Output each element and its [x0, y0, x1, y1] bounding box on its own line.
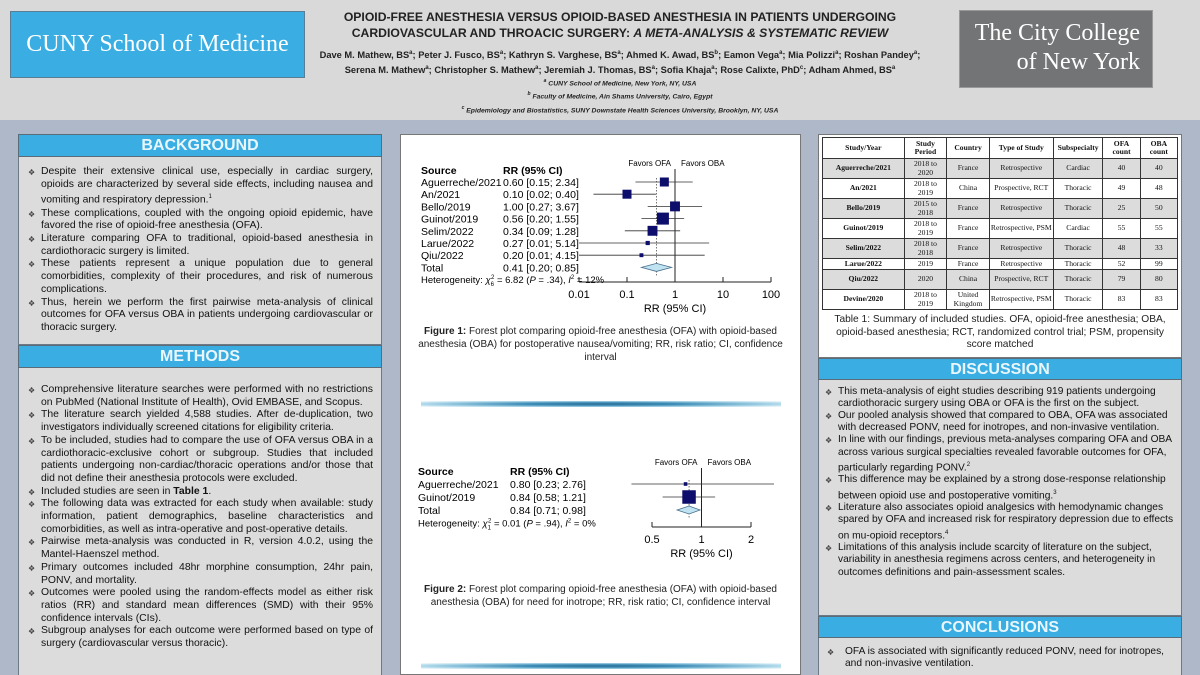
logo-text: CUNY School of Medicine	[26, 31, 289, 57]
author: Roshan Pandey	[844, 50, 914, 61]
author-affiliation-mark: a	[913, 50, 918, 56]
section-divider	[421, 401, 781, 407]
methods-heading: METHODS	[18, 345, 382, 368]
discussion-item-text: This meta-analysis of eight studies describing 919 patients undergoing cardiothoracic surgery using OBA or OFA is the first on the subject.	[838, 385, 1156, 409]
pooled-diamond	[677, 506, 700, 514]
table-1-reference[interactable]: Table 1	[173, 485, 209, 497]
methods-item-text: The following data was extracted for each study when available: study information, patient demographics, baseline characteristics and comorbidities, as well as intra-operative and post-operative details.	[41, 498, 373, 535]
x-tick-label: 10	[716, 289, 730, 301]
table-cell: Qiu/2022	[823, 270, 905, 290]
affiliation-list	[318, 76, 922, 116]
methods-item-text: Primary outcomes included 48hr morphine consumption, 24hr pain, PONV, and mortality.	[41, 561, 373, 586]
table-cell: China	[947, 270, 990, 290]
methods-item-end: .	[208, 485, 212, 497]
discussion-item-text: Our pooled analysis showed that compared to OBA, OFA was associated with decreased PONV, need for inotropes, and non-invasive ventilation.	[838, 409, 1168, 434]
background-item-text: Despite their extensive clinical use, especially in cardiac surgery, opioids are characterized by several side effects, including nausea and vomiting and respiratory depression.	[41, 166, 373, 206]
table-header-cell: Study Period	[904, 138, 947, 159]
study-rr-ci: 1.00 [0.27; 3.67]	[503, 201, 579, 214]
background-item-text: Literature comparing OFA to traditional, opioid-based anesthesia in cardiothoracic surgery is limited.	[41, 232, 373, 257]
affiliation-mark: a	[543, 78, 547, 85]
author-affiliation-mark: a	[711, 64, 715, 71]
methods-item	[28, 536, 373, 561]
study-label: An/2021	[421, 189, 461, 202]
background-item	[28, 233, 373, 258]
discussion-item	[825, 502, 1175, 542]
study-marker	[682, 490, 696, 504]
reference-mark: 2	[966, 461, 971, 468]
table-cell: China	[947, 179, 990, 199]
favors-ofa-label: Favors OFA	[628, 159, 671, 168]
table-cell: 99	[1140, 259, 1177, 270]
author: Rose Calixte, PhD	[720, 64, 800, 75]
table-cell: 25	[1103, 199, 1140, 219]
conclusions-list	[827, 646, 1175, 670]
right-column	[818, 134, 1182, 675]
table-header-cell: Country	[947, 138, 990, 159]
heterogeneity-stat: Heterogeneity: $\chi_12 = 0.01$ (P = .94), $I^2 = 0\%$	[418, 518, 596, 532]
table-cell: Thoracic	[1053, 239, 1103, 259]
table-cell: 2015 to 2018	[904, 199, 947, 219]
table-1-caption-text: Summary of included studies. OFA, opioid-free anesthesia; OBA, opioid-based anesthesia; RCT, randomized control trial; PSM, propensity score matched	[836, 314, 1166, 350]
methods-item-text: The literature search yielded 4,588 studies. After de-duplication, two investigators individually screened citations for eligibility criteria.	[41, 409, 373, 434]
methods-item	[28, 435, 373, 486]
reference-mark: 3	[1053, 489, 1057, 496]
table-header-cell: OBA count	[1140, 138, 1177, 159]
col-header-rr: RR (95% CI)	[503, 164, 563, 177]
study-rr-ci: 0.27 [0.01; 5.14]	[503, 238, 579, 250]
table-row	[823, 179, 1178, 199]
reference-mark: 4	[945, 529, 949, 536]
title-line-2-plain: CARDIOVASCULAR AND THROACIC SURGERY:	[351, 25, 634, 40]
author-affiliation-mark: a	[779, 50, 783, 56]
table-cell: 48	[1103, 239, 1140, 259]
discussion-item	[825, 410, 1175, 434]
table-cell: Retrospective	[989, 199, 1053, 219]
x-tick-label: 0.01	[568, 289, 590, 301]
discussion-item	[825, 386, 1175, 410]
table-cell: Retrospective	[989, 239, 1053, 259]
table-1-caption	[822, 310, 1178, 354]
study-label: Guinot/2019	[418, 492, 476, 504]
table-cell: Selim/2022	[823, 239, 905, 259]
methods-item-text: Comprehensive literature searches were performed with no restrictions on PubMed (National Institute of Health), Ovid EMBASE, and Scopus.	[41, 384, 373, 408]
discussion-section	[818, 380, 1182, 616]
author: Ahmed K. Awad, BS	[626, 50, 715, 61]
author: Adham Ahmed, BS	[808, 64, 892, 75]
author-affiliation-mark: a	[891, 64, 896, 71]
table-row	[823, 290, 1178, 310]
table-cell: 2018 to 2019	[904, 219, 947, 239]
table-cell: Prospective, RCT	[989, 270, 1053, 290]
table-1-panel	[818, 134, 1182, 358]
table-1-label: Table 1:	[834, 314, 871, 325]
col-header-rr: RR (95% CI)	[510, 466, 570, 478]
author-affiliation-mark: b	[714, 50, 719, 56]
col-header-source: Source	[421, 164, 457, 177]
table-cell: United Kingdom	[947, 290, 990, 310]
study-rr-ci: 0.10 [0.02; 0.40]	[503, 189, 579, 202]
methods-item-text: Subgroup analyses for each outcome were performed based on type of surgery (cardiovascular versus thoracic).	[41, 625, 373, 650]
affiliation-text: Faculty of Medicine, Ain Shams University, Cairo, Egypt	[532, 93, 713, 101]
author-affiliation-mark: a	[499, 50, 504, 56]
affiliation	[318, 76, 922, 89]
pooled-diamond	[641, 263, 671, 271]
author: Peter J. Fusco, BS	[418, 50, 500, 61]
background-item	[28, 208, 373, 233]
figure-1-label: Figure 1:	[424, 326, 467, 337]
author: Kathryn S. Varghese, BS	[508, 50, 618, 61]
study-rr-ci: 0.80 [0.23; 2.76]	[510, 479, 586, 491]
study-label: Bello/2019	[421, 201, 471, 214]
background-item	[28, 297, 373, 335]
table-cell: France	[947, 239, 990, 259]
author-affiliation-mark: a	[651, 64, 655, 71]
x-tick-label: 1	[671, 289, 679, 301]
table-cell: France	[947, 199, 990, 219]
affiliation-text: CUNY School of Medicine, New York, NY, USA	[548, 80, 697, 88]
table-cell: Cardiac	[1053, 219, 1103, 239]
section-divider-bottom	[421, 663, 781, 669]
title-block	[318, 10, 922, 116]
author: Dave M. Mathew, BS	[319, 50, 410, 61]
study-label: Total	[421, 262, 444, 275]
forest-plot-1	[401, 155, 800, 330]
x-tick-label: 2	[747, 534, 755, 546]
author-list: Dave M. Mathew, $BS^a$; Peter J. Fusco, $BS^a$; Kathryn S. Varghese, $BS^a$; Ahmed K. Awad, $BS^b$; Eamon Vega$^a$; Mia Polizzi$^a$; Roshan Pandey$^a$; Serena M. Mathew$^a$; Christopher S. Mathew$^a$; Jeremiah J. Thomas, $BS^a$; Sofia Khaja$^a$; Rose Calixte, PhD$^c$; Adham Ahmed, $BS^a$	[319, 50, 921, 75]
table-cell: Bello/2019	[823, 199, 905, 219]
table-cell: Aguerreche/2021	[823, 159, 905, 179]
affiliation-text: Epidemiology and Biostatistics, SUNY Downstate Health Sciences University, Brooklyn, NY, USA	[466, 106, 779, 114]
methods-list	[28, 384, 373, 651]
author: Serena M. Mathew	[344, 64, 426, 75]
study-rr-ci: 0.84 [0.58; 1.21]	[510, 492, 586, 504]
study-label: Qiu/2022	[421, 250, 464, 263]
author-affiliation-mark: a	[535, 64, 539, 71]
study-marker	[646, 241, 650, 245]
poster-header	[0, 0, 1200, 120]
figures-panel	[400, 134, 801, 675]
background-section	[18, 157, 382, 345]
table-cell: Retrospective	[989, 259, 1053, 270]
table-cell: 40	[1140, 159, 1177, 179]
study-marker	[639, 253, 643, 257]
methods-item	[28, 486, 373, 499]
table-cell: 2018 to 2019	[904, 290, 947, 310]
table-cell: 52	[1103, 259, 1140, 270]
discussion-item-text: This difference may be explained by a strong dose-response relationship between opioid use and postoperative vomiting.	[838, 474, 1166, 501]
table-cell: Devine/2020	[823, 290, 905, 310]
methods-item	[28, 384, 373, 409]
study-marker	[623, 190, 632, 199]
affiliation	[318, 103, 922, 116]
table-cell: 2018 to 2018	[904, 239, 947, 259]
table-cell: 55	[1103, 219, 1140, 239]
title-line-1: OPIOID-FREE ANESTHESIA VERSUS OPIOID-BASED ANESTHESIA IN PATIENTS UNDERGOING	[343, 10, 897, 24]
discussion-item	[825, 542, 1175, 579]
study-rr-ci: 0.56 [0.20; 1.55]	[503, 213, 579, 226]
forest-plot-2	[401, 455, 800, 585]
table-cell: Larue/2022	[823, 259, 905, 270]
logo-line-1: The City College	[974, 20, 1140, 46]
table-cell: Thoracic	[1053, 290, 1103, 310]
table-cell: Thoracic	[1053, 199, 1103, 219]
x-tick-label: 1	[698, 534, 705, 546]
table-cell: 2018 to 2019	[904, 179, 947, 199]
discussion-item-text: Limitations of this analysis include scarcity of literature on the subject, variability in anesthesia regimens across centers, and heterogeneity in outcomes definitions and pain-assessment scales.	[838, 542, 1156, 578]
methods-item	[28, 498, 373, 536]
affiliation	[318, 89, 922, 102]
methods-item	[28, 625, 373, 650]
study-rr-ci: 0.41 [0.20; 0.85]	[503, 262, 579, 275]
study-marker	[648, 226, 658, 236]
methods-item	[28, 409, 373, 434]
table-cell: France	[947, 259, 990, 270]
table-cell: 2018 to 2020	[904, 159, 947, 179]
table-row	[823, 239, 1178, 259]
left-column	[18, 134, 382, 675]
title-line-2-italic: A META-ANALYSIS & SYSTEMATIC REVIEW	[633, 25, 889, 40]
discussion-list	[825, 386, 1175, 579]
figure-2-caption-text: Forest plot comparing opioid-free anesthesia (OFA) with opioid-based anesthesia (OBA) for need for inotrope; RR, risk ratio; CI, confidence interval	[430, 584, 777, 608]
table-cell: Prospective, RCT	[989, 179, 1053, 199]
heterogeneity-stat: Heterogeneity: $\chi_62 = 6.82$ (P = .34), $I^2 = 12\%$	[421, 274, 605, 288]
conclusions-section	[818, 638, 1182, 675]
study-rr-ci: 0.34 [0.09; 1.28]	[503, 225, 579, 238]
logo-line-2: of New York	[1016, 49, 1140, 75]
discussion-item	[825, 434, 1175, 474]
figure-2-caption	[406, 583, 795, 609]
discussion-item	[825, 474, 1175, 502]
table-cell: Guinot/2019	[823, 219, 905, 239]
methods-item	[28, 587, 373, 625]
title-line-2	[318, 26, 922, 42]
table-row	[823, 270, 1178, 290]
city-college-of-new-york-logo	[959, 10, 1153, 88]
table-cell: Thoracic	[1053, 259, 1103, 270]
table-cell: 55	[1140, 219, 1177, 239]
figure-1-caption	[406, 325, 795, 364]
table-cell: Cardiac	[1053, 159, 1103, 179]
study-label: Guinot/2019	[421, 213, 479, 226]
study-rr-ci: 0.84 [0.71; 0.98]	[510, 505, 586, 517]
author-affiliation-mark: a	[409, 50, 413, 56]
table-cell: 83	[1140, 290, 1177, 310]
author: Eamon Vega	[723, 50, 780, 61]
study-label: Aguerreche/2021	[418, 479, 499, 491]
x-tick-label: 100	[761, 289, 781, 301]
table-row	[823, 199, 1178, 219]
table-cell: Thoracic	[1053, 270, 1103, 290]
study-marker	[684, 482, 688, 486]
table-cell: Thoracic	[1053, 179, 1103, 199]
author: Mia Polizzi	[788, 50, 836, 61]
x-axis-label: RR (95% CI)	[643, 303, 707, 315]
methods-item-text: Outcomes were pooled using the random-effects model as either risk ratios (RR) and standard mean differences (SMD) with their 95% confidence intervals (CIs).	[41, 587, 373, 624]
table-cell: France	[947, 159, 990, 179]
table-header-cell: Subspecialty	[1053, 138, 1103, 159]
reference-mark: 1	[208, 194, 212, 201]
table-cell: Retrospective, PSM	[989, 290, 1053, 310]
methods-item	[28, 562, 373, 587]
table-cell: 33	[1140, 239, 1177, 259]
methods-item-text: To be included, studies had to compare the use of OFA versus OBA in a cardiothoracic-exclusive cohort or subgroup. Studies that included patients undergoing non-cardiac/thoracic operations and/or those that did not define their anesthesia protocols were excluded.	[41, 434, 373, 484]
cuny-school-of-medicine-logo	[10, 11, 305, 78]
study-rr-ci: 0.20 [0.01; 4.15]	[503, 250, 579, 263]
author: Sofia Khaja	[660, 64, 712, 75]
table-cell: An/2021	[823, 179, 905, 199]
col-header-source: Source	[418, 466, 454, 478]
author-affiliation-mark: a	[425, 64, 429, 71]
table-cell: 50	[1140, 199, 1177, 219]
background-item	[28, 258, 373, 296]
methods-item-text: Pairwise meta-analysis was conducted in R, version 4.0.2, using the Mantel-Haenszel method.	[41, 536, 373, 561]
table-cell: 2020	[904, 270, 947, 290]
discussion-item-text: Literature also associates opioid analgesics with hemodynamic changes spared by OFA and increased risk for respiratory depression due to effects on mu-opioid receptors.	[838, 502, 1174, 541]
affiliation-mark: c	[461, 104, 465, 111]
study-label: Selim/2022	[421, 225, 474, 238]
discussion-item-text: In line with our findings, previous meta-analyses comparing OFA and OBA across various surgical specialties revealed favorable outcomes for OFA, particularly regarding PONV.	[838, 434, 1172, 474]
background-heading: BACKGROUND	[18, 134, 382, 157]
table-header-row	[823, 138, 1178, 159]
study-marker	[670, 201, 680, 211]
study-marker	[657, 213, 669, 225]
favors-oba-label: Favors OBA	[681, 159, 725, 168]
background-item-text: Thus, herein we perform the first pairwise meta-analysis of clinical outcomes for OFA versus OBA in patients undergoing cardiovascular or thoracic surgery.	[41, 296, 373, 333]
conclusions-item: ❖ OFA is associated with significantly reduced PONV, need for inotropes, and non-invasive ventilation.	[827, 646, 1175, 670]
table-cell: Retrospective	[989, 159, 1053, 179]
table-cell: France	[947, 219, 990, 239]
study-table	[822, 137, 1178, 310]
background-item-text: These complications, coupled with the ongoing opioid epidemic, have favored the rise of opioid-free anesthesia (OFA).	[41, 207, 373, 232]
poster-title	[318, 10, 922, 41]
x-axis-label: RR (95% CI)	[670, 548, 733, 560]
favors-oba-label: Favors OBA	[707, 458, 752, 467]
table-cell: 80	[1140, 270, 1177, 290]
table-cell: 48	[1140, 179, 1177, 199]
figure-2-label: Figure 2:	[424, 584, 467, 595]
table-cell: 79	[1103, 270, 1140, 290]
author-affiliation-mark: c	[799, 64, 804, 71]
table-cell: 83	[1103, 290, 1140, 310]
table-row	[823, 259, 1178, 270]
table-header-cell: OFA count	[1103, 138, 1140, 159]
table-row	[823, 159, 1178, 179]
table-header-cell: Type of Study	[989, 138, 1053, 159]
x-tick-label: 0.5	[644, 534, 660, 546]
author-affiliation-mark: a	[835, 50, 839, 56]
study-label: Aguerreche/2021	[421, 177, 502, 189]
figure-1-caption-text: Forest plot comparing opioid-free anesthesia (OFA) with opioid-based anesthesia (OBA) for postoperative nausea/vomiting; RR, risk ratio; CI, confidence interval	[418, 326, 783, 363]
x-tick-label: 0.1	[619, 289, 635, 301]
table-row	[823, 219, 1178, 239]
author-affiliation-mark: a	[617, 50, 621, 56]
table-header-cell: Study/Year	[823, 138, 905, 159]
table-cell: 49	[1103, 179, 1140, 199]
author: Christopher S. Mathew	[434, 64, 536, 75]
discussion-heading: DISCUSSION	[818, 358, 1182, 380]
study-marker	[660, 178, 669, 187]
table-cell: 40	[1103, 159, 1140, 179]
study-label: Larue/2022	[421, 238, 475, 250]
table-cell: 2019	[904, 259, 947, 270]
background-item	[28, 166, 373, 208]
study-label: Total	[418, 505, 441, 517]
conclusions-heading: CONCLUSIONS	[818, 616, 1182, 638]
background-list	[28, 166, 373, 335]
table-cell: Retrospective, PSM	[989, 219, 1053, 239]
methods-item-text: Included studies are seen in	[41, 485, 174, 497]
affiliation-mark: b	[527, 91, 531, 98]
background-item-text: These patients represent a unique population due to general comorbidities, complexity of their procedures, and risk of numerous complications.	[41, 258, 373, 295]
author: Jeremiah J. Thomas, BS	[544, 64, 652, 75]
study-rr-ci: 0.60 [0.15; 2.34]	[503, 177, 579, 189]
methods-section	[18, 368, 382, 675]
favors-ofa-label: Favors OFA	[654, 458, 698, 467]
